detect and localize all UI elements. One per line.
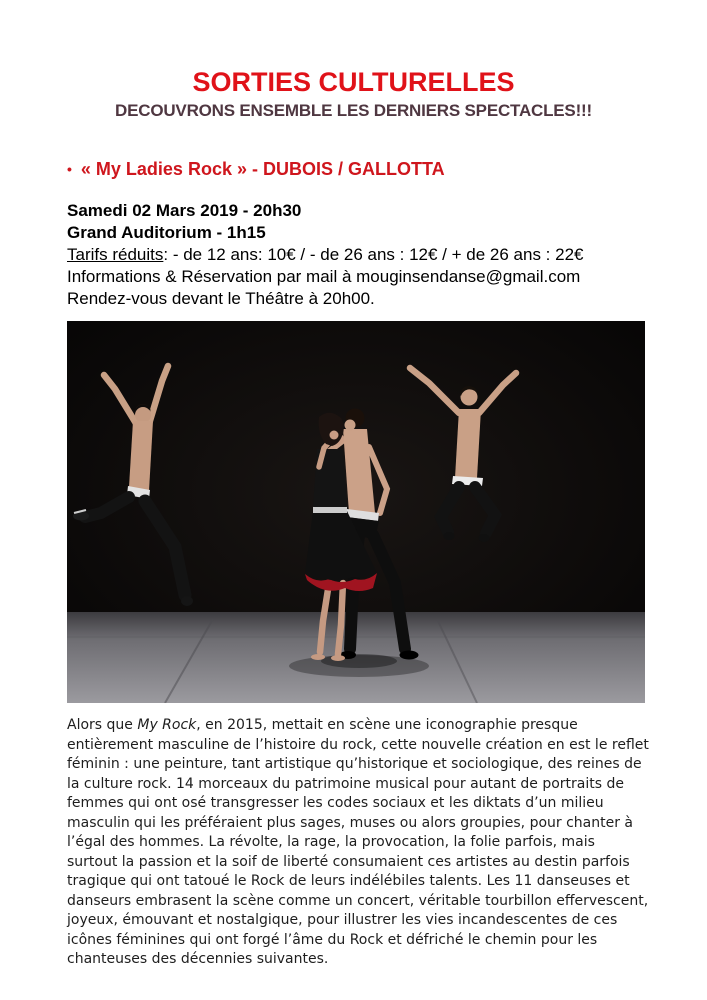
- tarifs-label: Tarifs réduits: [67, 245, 164, 264]
- paragraph-text-start: Alors que: [67, 717, 138, 733]
- event-date: Samedi 02 Mars 2019 - 20h30: [67, 201, 302, 220]
- stage-photo: [67, 321, 645, 703]
- event-meeting-point: Rendez-vous devant le Théâtre à 20h00.: [67, 289, 375, 308]
- page-title: SORTIES CULTURELLES: [192, 67, 515, 97]
- tarifs-values: : - de 12 ans: 10€ / - de 26 ans : 12€ / + de 26 ans : 22€: [163, 245, 584, 264]
- event-tarifs: [67, 244, 707, 266]
- description-article: [67, 716, 649, 970]
- event-venue: Grand Auditorium - 1h15: [67, 223, 266, 242]
- event-name-line: [67, 158, 707, 180]
- event-contact: Informations & Réservation par mail à mouginsendanse@gmail.com: [67, 267, 581, 286]
- paragraph-text-rest: , en 2015, mettait en scène une iconographie presque entièrement masculine de l’histoire du rock, cette nouvelle création en est le reflet féminin : une peinture, tant artistique qu’historique et sociologique, des reines de la culture rock. 14 morceaux du patrimoine musical pour autant de portraits de femmes qui ont osé transgresser les codes sociaux et les diktats d’un milieu masculin qui les préféraient plus sages, muses ou alors groupies, pour chanter à l’égal des hommes. La révolte, la rage, la provocation, la folie parfois, mais surtout la passion et la soif de liberté consumaient ces artistes au destin parfois tragique qui ont tatoué le Rock de leurs indélébiles talents. Les 11 danseuses et danseurs embrasent la scène comme un concert, véritable tourbillon effervescent, joyeux, émouvant et nostalgique, pour illustrer les vies incandescentes de ces icônes féminines qui ont forgé l’âme du Rock et défriché le chemin pour les chanteuses des décennies suivantes.: [67, 717, 649, 967]
- event-title: « My Ladies Rock » - DUBOIS / GALLOTTA: [80, 159, 445, 179]
- flyer-header: [0, 0, 707, 122]
- work-title-italic: My Rock: [137, 717, 197, 733]
- event-details: [67, 200, 707, 310]
- description-paragraph: [67, 716, 649, 970]
- stage-photo-graphic: [67, 321, 645, 703]
- bullet-icon: •: [67, 161, 72, 177]
- page-subtitle: DECOUVRONS ENSEMBLE LES DERNIERS SPECTACLES!!!: [115, 101, 592, 120]
